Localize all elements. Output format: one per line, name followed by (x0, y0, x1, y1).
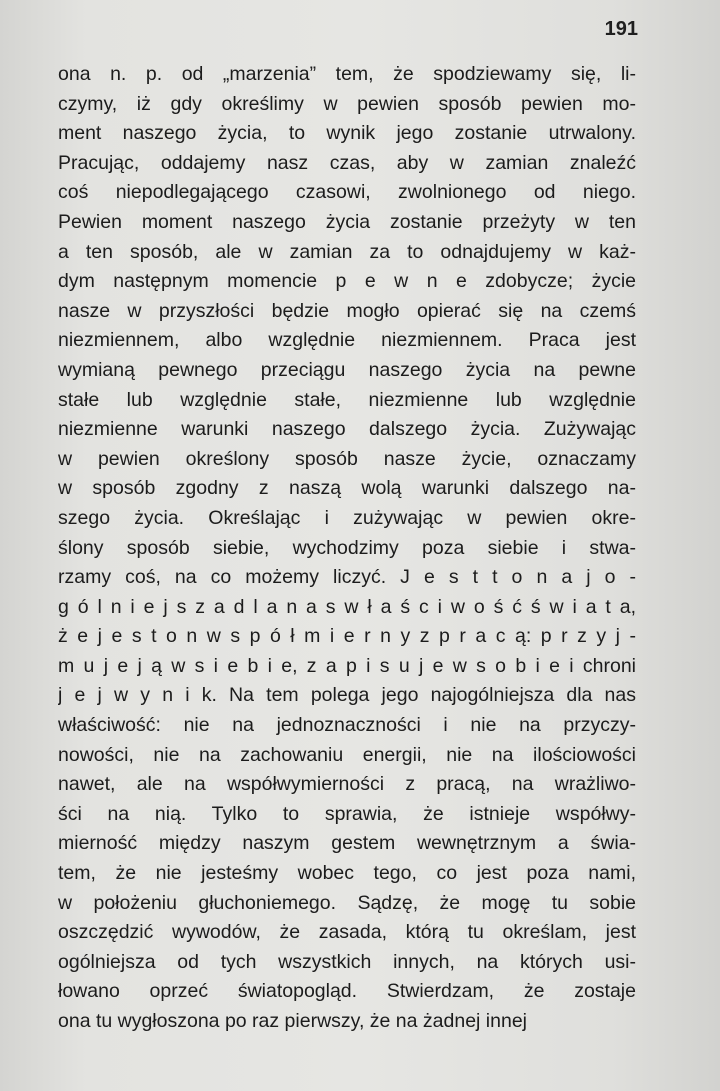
body-text (58, 60, 636, 1037)
text-line: rzamy coś, na co możemy liczyć. J e s t t o n a j o - (58, 566, 636, 589)
text-line: coś niepodlegającego czasowi, zwolnionego od niego. (58, 181, 636, 204)
text-line: dym następnym momencie p e w n e zdobycze; życie (58, 270, 636, 293)
text-line: szego życia. Określając i zużywając w pewien okre- (58, 506, 636, 529)
text-line: niezmienne warunki naszego dalszego życia. Zużywając (58, 418, 636, 441)
text-line: czymy, iż gdy określimy w pewien sposób pewien mo- (58, 92, 636, 115)
text-line: Pewien moment naszego życia zostanie przeżyty w ten (58, 210, 636, 233)
text-line: mierność między naszym gestem wewnętrznym a świa- (58, 832, 636, 855)
text-line: właściwość: nie na jednoznaczności i nie na przyczy- (58, 714, 636, 737)
page-number: 191 (604, 18, 638, 40)
text-line: w położeniu głuchoniemego. Sądzę, że mogę tu sobie (58, 891, 636, 914)
text-line: stałe lub względnie stałe, niezmienne lub względnie (58, 388, 636, 411)
text-line: m u j e j ą w s i e b i e, z a p i s u j e w s o b i e i chroni (58, 654, 636, 677)
text-line: ment naszego życia, to wynik jego zostanie utrwalony. (58, 122, 636, 145)
text-line: Pracując, oddajemy nasz czas, aby w zamian znaleźć (58, 151, 636, 174)
text-line: ona n. p. od „marzenia” tem, że spodziewamy się, li- (58, 63, 636, 85)
text-line: ona tu wygłoszona po raz pierwszy, że na żadnej innej (58, 1010, 527, 1032)
text-line: niezmiennem, albo względnie niezmiennem. Praca jest (58, 329, 636, 352)
text-line: ż e j e s t o n w s p ó ł m i e r n y z p r a c ą: p r z y j - (58, 625, 636, 648)
text-line: ogólniejsza od tych wszystkich innych, na których usi- (58, 950, 636, 973)
text-line: nawet, ale na współwymierności z pracą, na wrażliwo- (58, 773, 636, 796)
text-line: ści na nią. Tylko to sprawia, że istnieje współwy- (58, 802, 636, 825)
text-line: nasze w przyszłości będzie mogło opierać się na czemś (58, 299, 636, 322)
text-line: w pewien określony sposób nasze życie, oznaczamy (58, 447, 636, 470)
text-line: wymianą pewnego przeciągu naszego życia na pewne (58, 358, 636, 381)
text-line: j e j w y n i k. Na tem polega jego najogólniejsza dla nas (58, 684, 636, 707)
text-line: a ten sposób, ale w zamian za to odnajdujemy w każ- (58, 240, 636, 263)
text-line: łowano oprzeć światopogląd. Stwierdzam, że zostaje (58, 980, 636, 1003)
text-line: g ó l n i e j s z a d l a n a s w ł a ś c i w o ś ć ś w i a t a, (58, 595, 636, 618)
text-line: ślony sposób siebie, wychodzimy poza siebie i stwa- (58, 536, 636, 559)
text-line: tem, że nie jesteśmy wobec tego, co jest poza nami, (58, 862, 636, 885)
text-line: oszczędzić wywodów, że zasada, którą tu określam, jest (58, 921, 636, 944)
text-line: w sposób zgodny z naszą wolą warunki dalszego na- (58, 477, 636, 500)
text-line: nowości, nie na zachowaniu energii, nie na ilościowości (58, 743, 636, 766)
